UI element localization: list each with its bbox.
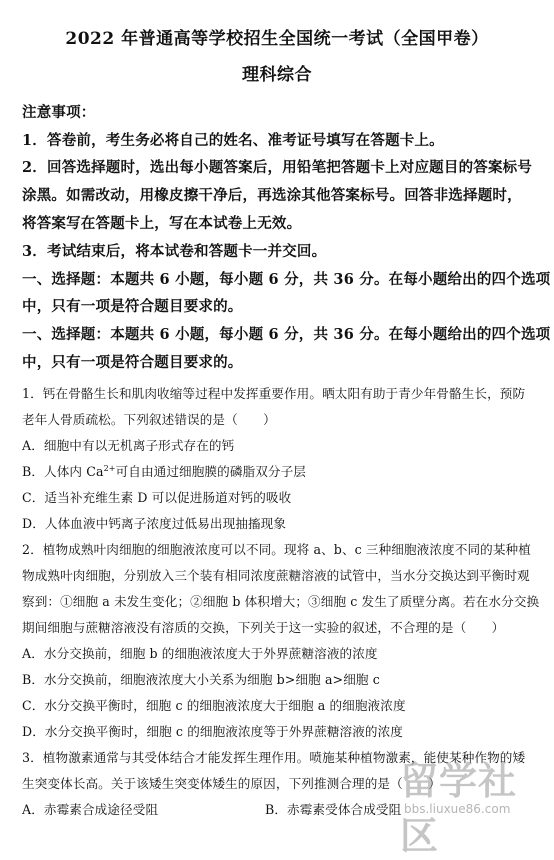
q2-option-d: D．水分交换平衡时，细胞 c 的细胞液浓度等于外界蔗糖溶液的浓度 <box>22 724 403 739</box>
q3-stem-line-2: 生突变体长高。关于该矮生突变体矮生的原因，下列推测合理的是（ ） <box>22 776 441 791</box>
q2-option-b: B．水分交换前，细胞液浓度大小关系为细胞 b>细胞 a>细胞 c <box>22 672 380 687</box>
q1-option-b: B．人体内 $Ca^{2+}$可自由通过细胞膜的磷脂双分子层 <box>22 464 306 479</box>
exam-subtitle: 理科综合 <box>242 65 312 85</box>
q1-option-c: C．适当补充维生素 D 可以促进肠道对钙的吸收 <box>22 490 292 505</box>
notice-heading: 注意事项： <box>22 104 96 121</box>
q2-stem-line-1: 2．植物成熟叶肉细胞的细胞液浓度可以不同。现将 a、b、c 三种细胞液浓度不同的某种植 <box>22 542 531 557</box>
q1-option-d: D．人体血液中钙离子浓度过低易出现抽搐现象 <box>22 516 287 531</box>
watermark-url: bbs.liuxue86.com <box>404 802 511 816</box>
notice-item-1: 1．答卷前，考生务必将自己的姓名、准考证号填写在答题卡上。 <box>22 132 444 149</box>
section-heading-line-1: 一、选择题：本题共 6 小题，每小题 6 分，共 36 分。在每小题给出的四个选项 <box>22 271 551 288</box>
q3-stem-line-1: 3．植物激素通常与其受体结合才能发挥生理作用。喷施某种植物激素，能使某种作物的矮 <box>22 750 526 765</box>
exam-title: 2022 年普通高等学校招生全国统一考试（全国甲卷） <box>65 29 489 49</box>
q1-option-b-superscript: 2+ <box>103 464 116 473</box>
section-heading-repeat-line-2: 中，只有一项是符合题目要求的。 <box>22 354 243 371</box>
notice-item-3: 3．考试结束后，将本试卷和答题卡一并交回。 <box>22 243 327 260</box>
site-watermark <box>398 748 554 858</box>
q1-stem-line-2: 老年人骨质疏松。下列叙述错误的是（ ） <box>22 412 276 427</box>
section-heading-line-2: 中，只有一项是符合题目要求的。 <box>22 298 243 315</box>
q2-option-c: C．水分交换平衡时，细胞 c 的细胞液浓度大于细胞 a 的细胞液浓度 <box>22 698 406 713</box>
q2-stem-line-4: 期间细胞与蔗糖溶液没有溶质的交换，下列关于这一实验的叙述，不合理的是（ ） <box>22 620 505 635</box>
q2-stem-line-2: 物成熟叶肉细胞，分别放入三个装有相同浓度蔗糖溶液的试管中，当水分交换达到平衡时观 <box>22 568 530 583</box>
q2-stem-line-3: 察到：①细胞 a 未发生变化；②细胞 b 体积增大；③细胞 c 发生了质壁分离。若在水分交换 <box>22 594 540 609</box>
notice-item-2-line-3: 将答案写在答题卡上，写在本试卷上无效。 <box>22 215 302 232</box>
q1-stem-line-1: 1．钙在骨骼生长和肌肉收缩等过程中发挥重要作用。晒太阳有助于青少年骨骼生长，预防 <box>22 386 526 401</box>
notice-item-2-line-2: 涂黑。如需改动，用橡皮擦干净后，再选涂其他答案标号。回答非选择题时， <box>22 187 522 204</box>
watermark-logo-text: 留学社区 <box>400 759 518 858</box>
notice-item-2-line-1: 2．回答选择题时，选出每小题答案后，用铅笔把答题卡上对应题目的答案标号 <box>22 159 533 176</box>
q2-option-a: A．水分交换前，细胞 b 的细胞液浓度大于外界蔗糖溶液的浓度 <box>22 646 378 661</box>
q3-option-a: A．赤霉素合成途径受阻 <box>22 802 159 817</box>
q1-option-a: A．细胞中有以无机离子形式存在的钙 <box>22 438 235 453</box>
q3-option-b: B．赤霉素受体合成受阻 <box>265 802 402 817</box>
section-heading-repeat-line-1: 一、选择题：本题共 6 小题，每小题 6 分，共 36 分。在每小题给出的四个选项 <box>22 326 551 343</box>
